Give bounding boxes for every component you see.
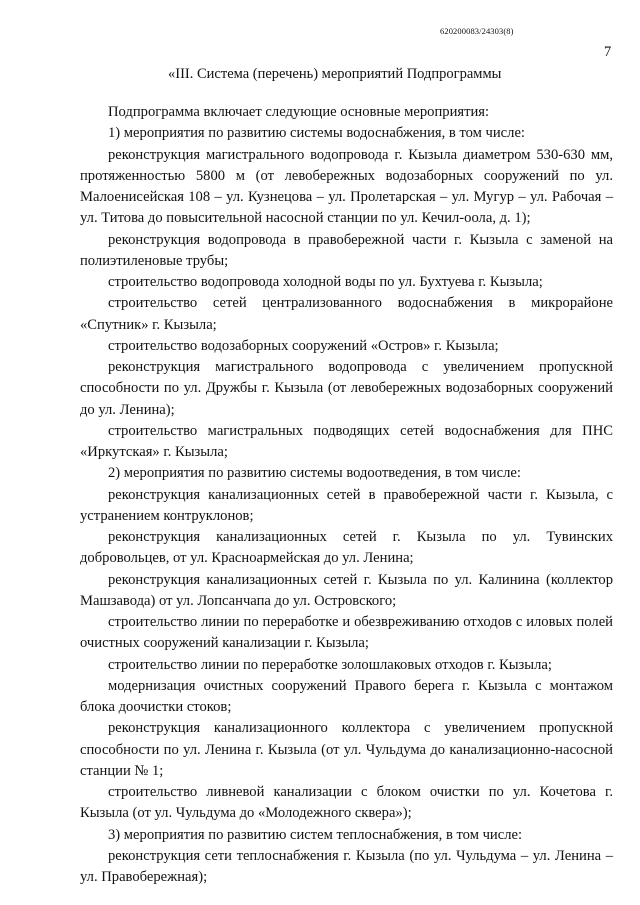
paragraph-item: строительство ливневой канализации с блоком очистки по ул. Кочетова г. Кызыла (от ул. Чульдума до «Молодежного сквера»); — [80, 784, 613, 822]
paragraph-item: реконструкция канализационного коллектора с увеличением пропускной способности по ул. Ленина г. Кызыла (от ул. Чульдума до канализационно-насосной станции № 1; — [80, 720, 613, 779]
paragraph-item: реконструкция канализационных сетей г. Кызыла по ул. Тувинских добровольцев, от ул. Красноармейская до ул. Ленина; — [80, 529, 613, 567]
paragraph-item: строительство водозаборных сооружений «Остров» г. Кызыла; — [108, 337, 499, 354]
page-number: 7 — [604, 44, 612, 60]
paragraph-item: строительство линии по переработке и обезвреживанию отходов с иловых полей очистных сооружений канализации г. Кызыла; — [80, 614, 613, 652]
paragraph-heat-supply-header: 3) мероприятия по развитию систем теплоснабжения, в том числе: — [108, 826, 523, 843]
document-id: 620200083/24303(8) — [440, 26, 514, 36]
paragraph-item: строительство магистральных подводящих сетей водоснабжения для ПНС «Иркутская» г. Кызыла; — [80, 422, 613, 460]
paragraph-item: строительство водопровода холодной воды по ул. Бухтуева г. Кызыла; — [108, 274, 543, 290]
paragraph-item: реконструкция сети теплоснабжения г. Кызыла (по ул. Чульдума – ул. Ленина – ул. Правобережная); — [80, 847, 613, 885]
body-text — [80, 102, 613, 888]
paragraph-item: строительство сетей централизованного водоснабжения в микрорайоне «Спутник» г. Кызыла; — [80, 295, 613, 333]
paragraph-item: модернизация очистных сооружений Правого берега г. Кызыла с монтажом блока доочистки стоков; — [80, 677, 613, 715]
paragraph-item: реконструкция водопровода в правобережной части г. Кызыла с заменой на полиэтиленовые трубы; — [80, 231, 613, 269]
paragraph-item: реконструкция канализационных сетей в правобережной части г. Кызыла, с устранением контруклонов; — [80, 486, 613, 524]
paragraph-intro: Подпрограмма включает следующие основные мероприятия: — [108, 104, 490, 120]
section-heading: «III. Система (перечень) мероприятий Подпрограммы — [168, 66, 502, 82]
paragraph-water-supply-header: 1) мероприятия по развитию системы водоснабжения, в том числе: — [108, 125, 525, 142]
paragraph-item: реконструкция канализационных сетей г. Кызыла по ул. Калинина (коллектор Машзавода) от ул. Лопсанчапа до ул. Островского; — [80, 571, 613, 609]
paragraph-item: реконструкция магистрального водопровода с увеличением пропускной способности по ул. Дружбы г. Кызыла (от левобережных водозаборных сооружений до ул. Ленина); — [80, 359, 613, 418]
paragraph-item: строительство линии по переработке золошлаковых отходов г. Кызыла; — [108, 656, 552, 673]
paragraph-item: реконструкция магистрального водопровода г. Кызыла диаметром 530-630 мм, протяженностью 5800 м (от левобережных водозаборных сооружений по ул. Малоенисейская 108 – ул. Кузнецова – ул. Пролетарская – ул. Мугур – ул. Рабочая – ул. Титова до повысительной насосной станции по ул. Кечил-оола, д. 1); — [80, 146, 613, 227]
paragraph-sewerage-header: 2) мероприятия по развитию системы водоотведения, в том числе: — [108, 465, 521, 482]
